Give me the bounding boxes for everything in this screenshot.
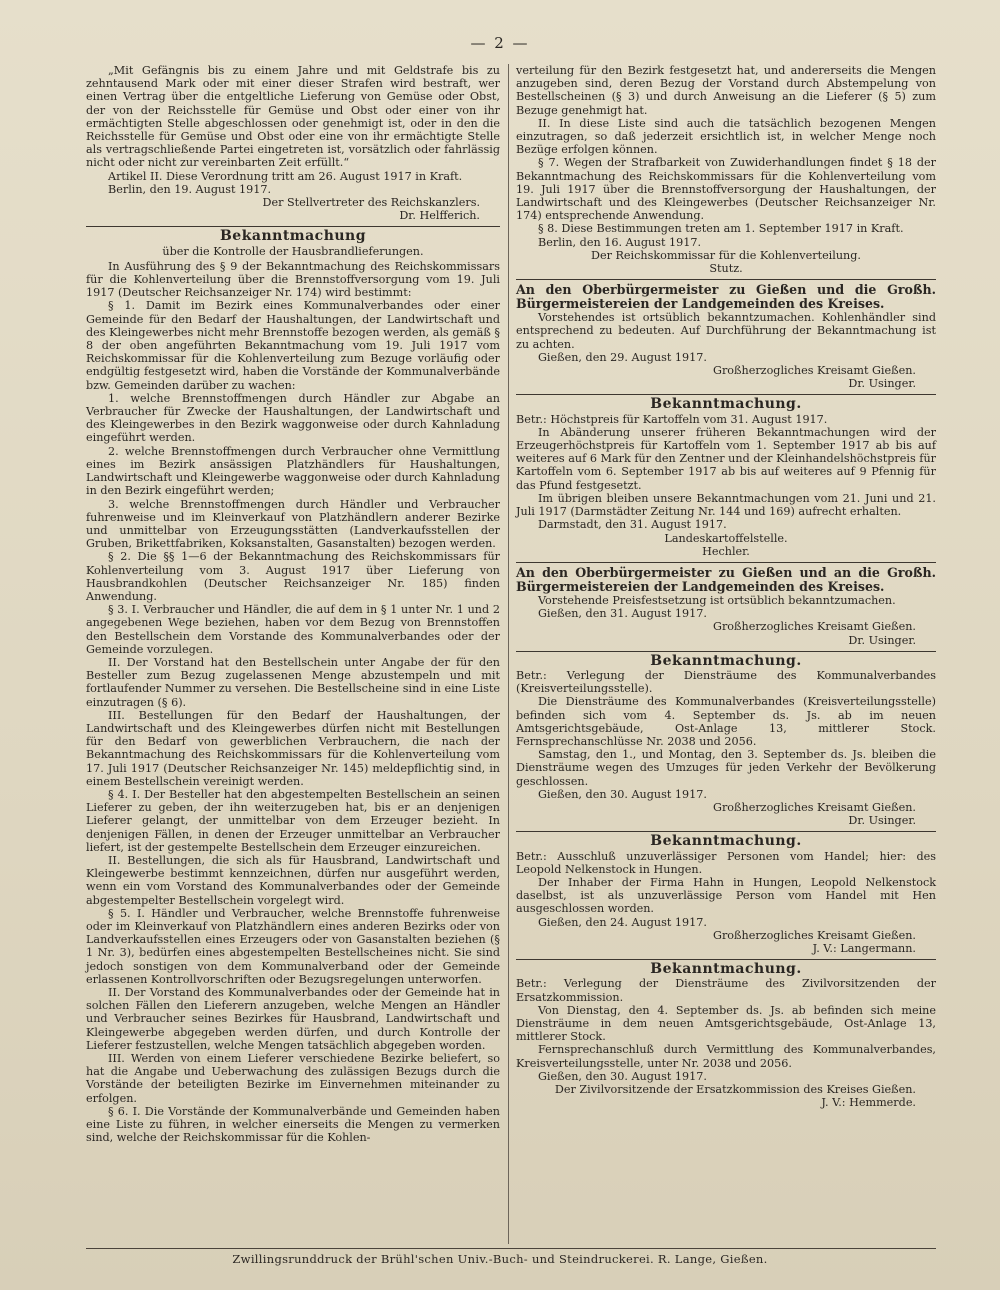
quote-paragraph: „Mit Gefängnis bis zu einem Jahre und mit Geldstrafe bis zu zehntausend Mark oder mit einer dieser Strafen wird bestraft, wer einen Vertrag über die entgeltliche Lieferung von Gemüse oder Obst, der von der Reichsstelle für Gemüse und Obst oder einer von ihr ermächtigten Stelle abgeschlossen oder genehmigt ist, oder in den die Reichsstelle für Gemüse und Obst oder eine von ihr ermächtigte Stelle als vertragschließende Partei eingetreten ist, vorsätzlich oder fahrlässig nicht oder nicht zur vereinbarten Zeit erfüllt.“ [86, 64, 500, 170]
signature-line: Großherzogliches Kreisamt Gießen. [713, 364, 916, 378]
notice-paragraph: II. Der Vorstand des Kommunalverbandes oder der Gemeinde hat in solchen Fällen den Lieferern anzugeben, welche Mengen an Händler und Verbraucher seines Bezirkes für Hausbrand, Landwirtschaft und Kleingewerbe abgegeben werden dürfen, und durch Kontrolle der Lieferer festzustellen, welche Mengen tatsächlich abgegeben worden. [86, 986, 500, 1052]
place-date: Gießen, den 24. August 1917. [538, 915, 707, 929]
signature-line: Großherzogliches Kreisamt Gießen. [713, 800, 916, 814]
signature-name: Dr. Usinger. [848, 814, 916, 828]
notice-subtitle: über die Kontrolle der Hausbrandlieferungen. [162, 244, 424, 258]
signature-line: Der Reichskommissar für die Kohlenverteilung. [591, 248, 861, 262]
notice-title: Bekanntmachung. [650, 396, 802, 413]
notice-paragraph: 2. welche Brennstoffmengen durch Verbraucher ohne Vermittlung eines im Bezirk ansässigen Platzhändlers für Haushaltungen, Landwirtschaft und Kleingewerbe waggonweise oder durch Kahnladung in den Bezirk eingeführt werden; [86, 444, 500, 498]
notice-paragraph: § 4. I. Der Besteller hat den abgestempelten Bestellschein an seinen Lieferer zu geben, der ihn weiterzugeben hat, bis er an denjenigen Lieferer gelangt, der unmittelbar von dem Erzeuger bezieht. In denjenigen Fällen, in denen der Erzeuger unmittelbar an Verbraucher liefert, ist der gestempelte Bestellschein dem Erzeuger einzureichen. [86, 787, 500, 854]
notice-paragraph: Von Dienstag, den 4. September ds. Js. ab befinden sich meine Diensträume in dem neuen Amtsgerichtsgebäude, Ost-Anlage 13, mittlerer Stock. [516, 1003, 936, 1044]
place-date: Gießen, den 31. August 1917. [538, 607, 707, 621]
notice-subject: Betr.: Verlegung der Diensträume des Zivilvorsitzenden der Ersatzkommission. [516, 977, 936, 1004]
notice-paragraph: III. Bestellungen für den Bedarf der Haushaltungen, der Landwirtschaft und des Kleingewerbes dürfen nicht mit Bestellungen für den Bedarf von gewerblichen Verbrauchern, die nach der Bekanntmachung des Reichskommissars für die Kohlenverteilung vom 17. Juli 1917 (Deutscher Reichsanzeiger Nr. 145) meldepflichtig sind, in einem Bestellschein vereinigt werden. [86, 708, 500, 788]
notice-subject: Betr.: Verlegung der Diensträume des Kommunalverbandes (Kreisverteilungsstelle). [516, 668, 936, 696]
printer-imprint: Zwillingsrunddruck der Brühl'schen Univ.-Buch- und Steindruckerei. R. Lange, Gießen. [232, 1252, 768, 1266]
address-heading: An den Oberbürgermeister zu Gießen und die Großh. Bürgermeistereien der Landgemeinden des Kreises. [516, 282, 936, 312]
notice-paragraph: Im übrigen bleiben unsere Bekanntmachungen vom 21. Juni und 21. Juli 1917 (Darmstädter Zeitung Nr. 144 und 169) aufrecht erhalten. [516, 491, 936, 519]
notice-paragraph: Der Inhaber der Firma Hahn in Hungen, Leopold Nelkenstock daselbst, ist als unzuverlässige Person vom Handel mit Hen ausgeschlossen worden. [516, 875, 936, 916]
notice-title: Bekanntmachung. [650, 833, 802, 850]
place-date: Berlin, den 16. August 1917. [538, 235, 702, 249]
notice-paragraph: In Ausführung des § 9 der Bekanntmachung des Reichskommissars für die Kohlenverteilung über die Brennstoffversorgung vom 19. Juli 1917 (Deutscher Reichsanzeiger Nr. 174) wird bestimmt: [86, 259, 500, 300]
section-rule [516, 562, 936, 563]
notice-paragraph: 1. welche Brennstoffmengen durch Händler zur Abgabe an Verbraucher für Zwecke der Haushaltungen, der Landwirtschaft und des Kleingewerbes in den Bezirk waggonweise oder durch Kahnladung eingeführt werden. [86, 391, 500, 445]
signature-name: J. V.: Langermann. [812, 941, 916, 955]
notice-paragraph: Fernsprechanschluß durch Vermittlung des Kommunalverbandes, Kreisverteilungsstelle, unter Nr. 2038 und 2056. [516, 1043, 936, 1070]
signature-line: Landeskartoffelstelle. [664, 531, 788, 545]
notice-paragraph: § 6. I. Die Vorstände der Kommunalverbände und Gemeinden haben eine Liste zu führen, in welcher einerseits die Mengen zu vermerken sind, welche der Reichskommissar für die Kohlen- [86, 1104, 500, 1145]
signature-line: Der Stellvertreter des Reichskanzlers. [262, 196, 480, 210]
footer-rule [86, 1248, 936, 1249]
notice-paragraph: Vorstehendes ist ortsüblich bekanntzumachen. Kohlenhändler sind entsprechend zu bedeuten. Auf Durchführung der Bekanntmachung ist zu achten. [516, 311, 936, 351]
notice-paragraph: § 7. Wegen der Strafbarkeit von Zuwiderhandlungen findet § 18 der Bekanntmachung des Reichskommissars für die Kohlenverteilung vom 19. Juli 1917 über die Brennstoffversorgung der Haushaltungen, der Landwirtschaft und des Kleingewerbes (Deutscher Reichsanzeiger Nr. 174) entsprechende Anwendung. [516, 156, 936, 223]
section-rule [86, 226, 500, 227]
section-rule [516, 959, 936, 960]
notice-paragraph: § 8. Diese Bestimmungen treten am 1. September 1917 in Kraft. [538, 222, 904, 236]
page-number: — 2 — [470, 34, 530, 52]
column-divider [508, 64, 509, 1244]
notice-paragraph: § 1. Damit im Bezirk eines Kommunalverbandes oder einer Gemeinde für den Bedarf der Haushaltungen, der Landwirtschaft und des Kleingewerbes nicht mehr Brennstoffe bezogen werden, als gemäß § 8 der oben angeführten Bekanntmachung vom 19. Juli 1917 vom Reichskommissar für die Kohlenverteilung zum Bezuge vorläufig oder endgültig festgesetzt wird, haben die Vorstände der Kommunalverbände bzw. Gemeinden darüber zu wachen: [86, 299, 500, 392]
place-date: Gießen, den 30. August 1917. [538, 1069, 707, 1083]
place-date: Gießen, den 30. August 1917. [538, 787, 707, 801]
notice-paragraph: § 3. I. Verbraucher und Händler, die auf dem in § 1 unter Nr. 1 und 2 angegebenen Wege beziehen, haben vor dem Bezug von Brennstoffen den Bestellschein dem Vorstande des Kommunalverbandes oder der Gemeinde vorzulegen. [86, 603, 500, 656]
section-rule [516, 279, 936, 280]
notice-title: Bekanntmachung [219, 228, 367, 245]
notice-paragraph: verteilung für den Bezirk festgesetzt hat, und andererseits die Mengen anzugeben sind, deren Bezug der Vorstand durch Abstempelung von Bestellscheinen (§ 3) und durch Anweisung an die Lieferer (§ 5) zum Bezuge genehmigt hat. [516, 64, 936, 117]
notice-paragraph: II. In diese Liste sind auch die tatsächlich bezogenen Mengen einzutragen, so daß jederzeit ersichtlich ist, in welcher Menge noch Bezüge erfolgen können. [516, 116, 936, 157]
signature-name: Dr. Helfferich. [399, 209, 480, 223]
notice-paragraph: § 5. I. Händler und Verbraucher, welche Brennstoffe fuhrenweise oder im Kleinverkauf von Platzhändlern eines anderen Bezirks oder von Landverkaufsstellen eines Erzeugers oder von Gasanstalten beziehen (§ 1 Nr. 3), bedürfen eines abgestempelten Bestellscheines nicht. Sie sind jedoch sonstigen von dem Kommunalverband oder der Gemeinde erlassenen Kontrollvorschriften oder Bezugsregelungen unterworfen. [86, 906, 500, 986]
signature-line: Großherzogliches Kreisamt Gießen. [713, 928, 916, 942]
section-rule [516, 394, 936, 395]
notice-paragraph: Samstag, den 1., und Montag, den 3. September ds. Js. bleiben die Diensträume wegen des Umzuges für jeden Verkehr der Bevölkerung geschlossen. [516, 748, 936, 788]
notice-paragraph: II. Bestellungen, die sich als für Hausbrand, Landwirtschaft und Kleingewerbe bestimmt kennzeichnen, dürfen nur ausgeführt werden, wenn ein vom Vorstand des Kommunalverbandes oder der Gemeinde abgestempelter Bestellschein vorgelegt wird. [86, 853, 500, 907]
place-date: Darmstadt, den 31. August 1917. [538, 518, 727, 532]
signature-line: Großherzogliches Kreisamt Gießen. [713, 620, 916, 634]
place-date: Berlin, den 19. August 1917. [108, 182, 272, 196]
place-date: Gießen, den 29. August 1917. [538, 350, 707, 364]
notice-paragraph: Die Diensträume des Kommunalverbandes (Kreisverteilungsstelle) befinden sich vom 4. September ds. Js. ab im neuen Amtsgerichtsgebäude, Ost-Anlage 13, mittlerer Stock. Fernsprechanschlüsse Nr. 2038 und 2056. [516, 695, 936, 748]
section-rule [516, 651, 936, 652]
right-column [516, 64, 936, 1109]
notice-title: Bekanntmachung. [650, 961, 802, 978]
notice-paragraph: Vorstehende Preisfestsetzung ist ortsüblich bekanntzumachen. [538, 593, 896, 607]
notice-subject: Betr.: Höchstpreis für Kartoffeln vom 31. August 1917. [516, 412, 828, 426]
section-rule [516, 831, 936, 832]
notice-subject: Betr.: Ausschluß unzuverlässiger Personen vom Handel; hier: des Leopold Nelkenstock in Hungen. [516, 849, 936, 876]
signature-name: Dr. Usinger. [848, 633, 916, 647]
address-heading: An den Oberbürgermeister zu Gießen und an die Großh. Bürgermeistereien der Landgemeinden des Kreises. [516, 564, 936, 594]
notice-paragraph: II. Der Vorstand hat den Bestellschein unter Angabe der für den Besteller zum Bezug zugelassenen Menge abzustempeln und mit fortlaufender Nummer zu versehen. Die Bestellscheine sind in eine Liste einzutragen (§ 6). [86, 655, 500, 709]
notice-paragraph: § 2. Die §§ 1—6 der Bekanntmachung des Reichskommissars für Kohlenverteilung vom 3. August 1917 über Lieferung von Hausbrandkohlen (Deutscher Reichsanzeiger Nr. 185) finden Anwendung. [86, 550, 500, 603]
notice-title: Bekanntmachung. [650, 652, 802, 669]
left-column [86, 64, 500, 1144]
notice-paragraph: III. Werden von einem Lieferer verschiedene Bezirke beliefert, so hat die Angabe und Ueberwachung des zulässigen Bezugs durch die Vorstände der beteiligten Bezirke im Einvernehmen miteinander zu erfolgen. [86, 1052, 500, 1105]
signature-name: J. V.: Hemmerde. [821, 1096, 916, 1110]
notice-paragraph: In Abänderung unserer früheren Bekanntmachungen wird der Erzeugerhöchstpreis für Kartoffeln vom 1. September 1917 ab bis auf weiteres auf 6 Mark für den Zentner und der Kleinhandelshöchstpreis für Kartoffeln vom 6. September 1917 ab bis auf weiteres auf 9 Pfennig für das Pfund festgesetzt. [516, 425, 936, 492]
article-text: Artikel II. Diese Verordnung tritt am 26. August 1917 in Kraft. [108, 169, 463, 183]
signature-name: Hechler. [702, 544, 750, 558]
notice-paragraph: 3. welche Brennstoffmengen durch Händler und Verbraucher fuhrenweise und im Kleinverkauf von Platzhändlern anderer Bezirke und unmittelbar von Erzeugungsstätten (Landverkaufsstellen der Gruben, Brikettfabriken, Koksanstalten, Gasanstalten) bezogen werden. [86, 497, 500, 551]
signature-name: Stutz. [709, 262, 743, 276]
signature-line: Der Zivilvorsitzende der Ersatzkommission des Kreises Gießen. [554, 1083, 916, 1097]
signature-name: Dr. Usinger. [848, 377, 916, 391]
